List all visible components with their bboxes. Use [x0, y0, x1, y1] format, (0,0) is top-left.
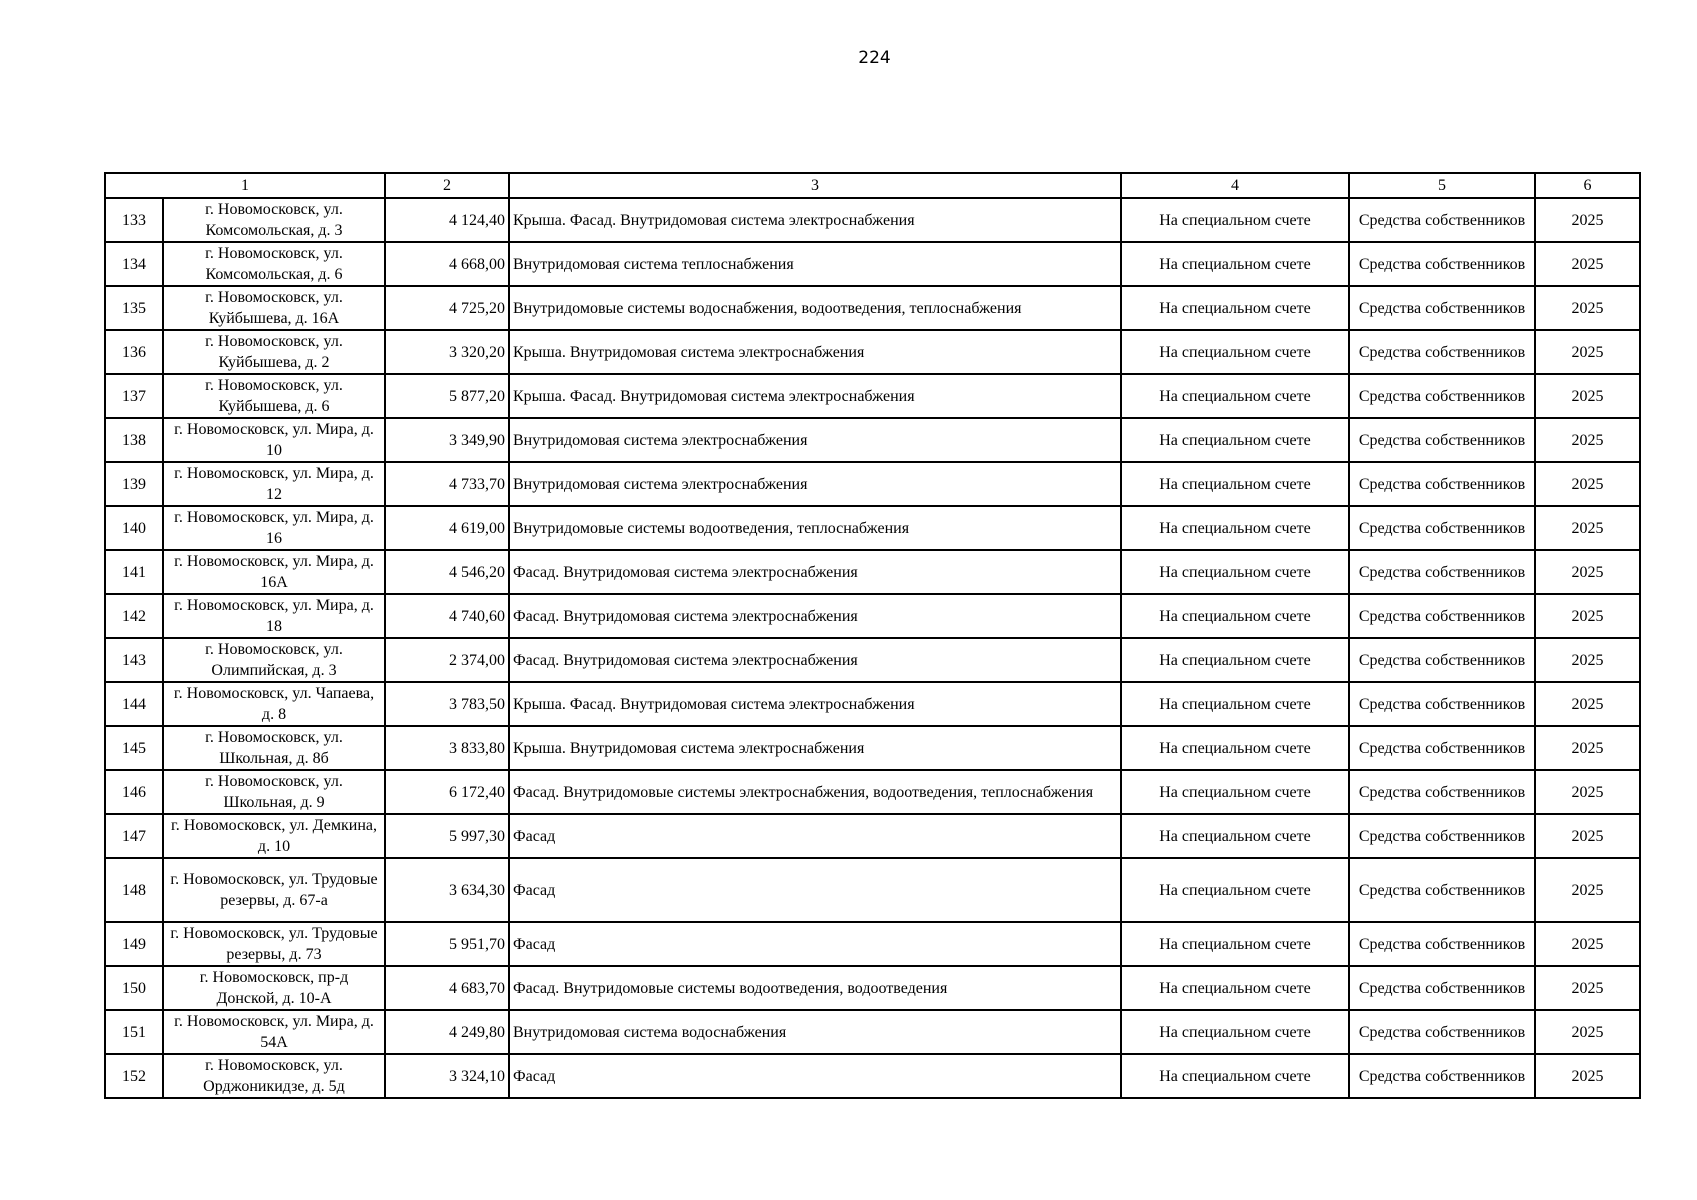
works-cell: Фасад. Внутридомовая система электроснабжения	[509, 550, 1121, 594]
funding-method-cell: На специальном счете	[1121, 726, 1349, 770]
header-col-4: 4	[1121, 173, 1349, 198]
table-row	[105, 1054, 1640, 1098]
funding-method-cell: На специальном счете	[1121, 550, 1349, 594]
works-cell: Внутридомовые системы водоснабжения, водоотведения, теплоснабжения	[509, 286, 1121, 330]
year-cell: 2025	[1535, 682, 1640, 726]
address-cell: г. Новомосковск, ул. Мира, д. 16А	[163, 550, 385, 594]
table-row	[105, 770, 1640, 814]
cost-cell: 3 634,30	[385, 858, 509, 922]
table-row	[105, 726, 1640, 770]
year-cell: 2025	[1535, 638, 1640, 682]
year-cell: 2025	[1535, 286, 1640, 330]
year-cell: 2025	[1535, 374, 1640, 418]
year-cell: 2025	[1535, 966, 1640, 1010]
address-cell: г. Новомосковск, ул. Комсомольская, д. 6	[163, 242, 385, 286]
table-row	[105, 814, 1640, 858]
year-cell: 2025	[1535, 770, 1640, 814]
works-cell: Крыша. Фасад. Внутридомовая система электроснабжения	[509, 374, 1121, 418]
cost-cell: 3 783,50	[385, 682, 509, 726]
cost-cell: 4 683,70	[385, 966, 509, 1010]
header-col-2: 2	[385, 173, 509, 198]
year-cell: 2025	[1535, 814, 1640, 858]
funding-method-cell: На специальном счете	[1121, 966, 1349, 1010]
table-row	[105, 198, 1640, 242]
year-cell: 2025	[1535, 330, 1640, 374]
funding-method-cell: На специальном счете	[1121, 286, 1349, 330]
row-number-cell: 151	[105, 1010, 163, 1054]
funding-source-cell: Средства собственников	[1349, 286, 1535, 330]
row-number-cell: 152	[105, 1054, 163, 1098]
column-number-header-row	[105, 173, 1640, 198]
address-cell: г. Новомосковск, ул. Мира, д. 10	[163, 418, 385, 462]
funding-source-cell: Средства собственников	[1349, 1010, 1535, 1054]
row-number-cell: 150	[105, 966, 163, 1010]
works-cell: Фасад	[509, 814, 1121, 858]
table-row	[105, 550, 1640, 594]
funding-method-cell: На специальном счете	[1121, 374, 1349, 418]
address-cell: г. Новомосковск, ул. Демкина, д. 10	[163, 814, 385, 858]
year-cell: 2025	[1535, 462, 1640, 506]
funding-method-cell: На специальном счете	[1121, 682, 1349, 726]
table-row	[105, 594, 1640, 638]
funding-method-cell: На специальном счете	[1121, 462, 1349, 506]
funding-source-cell: Средства собственников	[1349, 858, 1535, 922]
funding-source-cell: Средства собственников	[1349, 638, 1535, 682]
address-cell: г. Новомосковск, ул. Орджоникидзе, д. 5д	[163, 1054, 385, 1098]
cost-cell: 3 833,80	[385, 726, 509, 770]
funding-method-cell: На специальном счете	[1121, 922, 1349, 966]
row-number-cell: 135	[105, 286, 163, 330]
year-cell: 2025	[1535, 594, 1640, 638]
address-cell: г. Новомосковск, пр-д Донской, д. 10-А	[163, 966, 385, 1010]
address-cell: г. Новомосковск, ул. Трудовые резервы, д. 73	[163, 922, 385, 966]
table-row	[105, 922, 1640, 966]
cost-cell: 4 124,40	[385, 198, 509, 242]
page-number: 224	[858, 48, 891, 68]
row-number-cell: 147	[105, 814, 163, 858]
works-cell: Фасад. Внутридомовая система электроснабжения	[509, 594, 1121, 638]
address-cell: г. Новомосковск, ул. Куйбышева, д. 2	[163, 330, 385, 374]
funding-source-cell: Средства собственников	[1349, 418, 1535, 462]
table-row	[105, 966, 1640, 1010]
funding-source-cell: Средства собственников	[1349, 814, 1535, 858]
row-number-cell: 141	[105, 550, 163, 594]
address-cell: г. Новомосковск, ул. Мира, д. 18	[163, 594, 385, 638]
works-cell: Внутридомовая система водоснабжения	[509, 1010, 1121, 1054]
cost-cell: 5 997,30	[385, 814, 509, 858]
year-cell: 2025	[1535, 418, 1640, 462]
works-cell: Внутридомовая система электроснабжения	[509, 462, 1121, 506]
table-row	[105, 374, 1640, 418]
funding-source-cell: Средства собственников	[1349, 1054, 1535, 1098]
works-cell: Фасад. Внутридомовая система электроснабжения	[509, 638, 1121, 682]
cost-cell: 5 951,70	[385, 922, 509, 966]
row-number-cell: 143	[105, 638, 163, 682]
funding-method-cell: На специальном счете	[1121, 418, 1349, 462]
cost-cell: 3 320,20	[385, 330, 509, 374]
row-number-cell: 136	[105, 330, 163, 374]
funding-source-cell: Средства собственников	[1349, 506, 1535, 550]
table-row	[105, 638, 1640, 682]
row-number-cell: 146	[105, 770, 163, 814]
funding-source-cell: Средства собственников	[1349, 330, 1535, 374]
funding-source-cell: Средства собственников	[1349, 242, 1535, 286]
cost-cell: 4 249,80	[385, 1010, 509, 1054]
address-cell: г. Новомосковск, ул. Школьная, д. 8б	[163, 726, 385, 770]
row-number-cell: 140	[105, 506, 163, 550]
address-cell: г. Новомосковск, ул. Чапаева, д. 8	[163, 682, 385, 726]
row-number-cell: 139	[105, 462, 163, 506]
works-cell: Крыша. Внутридомовая система электроснабжения	[509, 726, 1121, 770]
address-cell: г. Новомосковск, ул. Трудовые резервы, д. 67-а	[163, 858, 385, 922]
table-row	[105, 286, 1640, 330]
cost-cell: 4 619,00	[385, 506, 509, 550]
address-cell: г. Новомосковск, ул. Куйбышева, д. 6	[163, 374, 385, 418]
row-number-cell: 133	[105, 198, 163, 242]
cost-cell: 4 725,20	[385, 286, 509, 330]
table-row	[105, 330, 1640, 374]
funding-source-cell: Средства собственников	[1349, 770, 1535, 814]
header-col-1: 1	[105, 173, 385, 198]
funding-source-cell: Средства собственников	[1349, 374, 1535, 418]
year-cell: 2025	[1535, 922, 1640, 966]
funding-method-cell: На специальном счете	[1121, 198, 1349, 242]
works-cell: Крыша. Фасад. Внутридомовая система электроснабжения	[509, 682, 1121, 726]
address-cell: г. Новомосковск, ул. Куйбышева, д. 16А	[163, 286, 385, 330]
cost-cell: 3 324,10	[385, 1054, 509, 1098]
header-col-3: 3	[509, 173, 1121, 198]
works-cell: Фасад	[509, 858, 1121, 922]
funding-source-cell: Средства собственников	[1349, 550, 1535, 594]
works-cell: Внутридомовая система электроснабжения	[509, 418, 1121, 462]
year-cell: 2025	[1535, 726, 1640, 770]
works-cell: Фасад	[509, 1054, 1121, 1098]
cost-cell: 3 349,90	[385, 418, 509, 462]
table-row	[105, 462, 1640, 506]
year-cell: 2025	[1535, 1010, 1640, 1054]
address-cell: г. Новомосковск, ул. Комсомольская, д. 3	[163, 198, 385, 242]
table-row	[105, 418, 1640, 462]
works-cell: Крыша. Внутридомовая система электроснабжения	[509, 330, 1121, 374]
funding-source-cell: Средства собственников	[1349, 922, 1535, 966]
row-number-cell: 134	[105, 242, 163, 286]
table-row	[105, 242, 1640, 286]
works-cell: Крыша. Фасад. Внутридомовая система электроснабжения	[509, 198, 1121, 242]
works-cell: Фасад	[509, 922, 1121, 966]
table-row	[105, 858, 1640, 922]
funding-source-cell: Средства собственников	[1349, 966, 1535, 1010]
year-cell: 2025	[1535, 242, 1640, 286]
repair-program-table	[104, 172, 1641, 1099]
address-cell: г. Новомосковск, ул. Школьная, д. 9	[163, 770, 385, 814]
row-number-cell: 145	[105, 726, 163, 770]
funding-source-cell: Средства собственников	[1349, 726, 1535, 770]
year-cell: 2025	[1535, 858, 1640, 922]
row-number-cell: 137	[105, 374, 163, 418]
funding-method-cell: На специальном счете	[1121, 814, 1349, 858]
header-col-6: 6	[1535, 173, 1640, 198]
works-cell: Фасад. Внутридомовые системы электроснабжения, водоотведения, теплоснабжения	[509, 770, 1121, 814]
row-number-cell: 138	[105, 418, 163, 462]
year-cell: 2025	[1535, 1054, 1640, 1098]
funding-source-cell: Средства собственников	[1349, 462, 1535, 506]
cost-cell: 4 733,70	[385, 462, 509, 506]
table-row	[105, 682, 1640, 726]
header-col-5: 5	[1349, 173, 1535, 198]
address-cell: г. Новомосковск, ул. Мира, д. 12	[163, 462, 385, 506]
year-cell: 2025	[1535, 506, 1640, 550]
works-cell: Внутридомовые системы водоотведения, теплоснабжения	[509, 506, 1121, 550]
funding-method-cell: На специальном счете	[1121, 242, 1349, 286]
table-row	[105, 506, 1640, 550]
funding-source-cell: Средства собственников	[1349, 198, 1535, 242]
cost-cell: 4 668,00	[385, 242, 509, 286]
works-cell: Фасад. Внутридомовые системы водоотведения, водоотведения	[509, 966, 1121, 1010]
row-number-cell: 149	[105, 922, 163, 966]
address-cell: г. Новомосковск, ул. Мира, д. 54А	[163, 1010, 385, 1054]
cost-cell: 6 172,40	[385, 770, 509, 814]
row-number-cell: 148	[105, 858, 163, 922]
address-cell: г. Новомосковск, ул. Олимпийская, д. 3	[163, 638, 385, 682]
cost-cell: 5 877,20	[385, 374, 509, 418]
funding-method-cell: На специальном счете	[1121, 330, 1349, 374]
funding-method-cell: На специальном счете	[1121, 594, 1349, 638]
funding-source-cell: Средства собственников	[1349, 682, 1535, 726]
funding-source-cell: Средства собственников	[1349, 594, 1535, 638]
row-number-cell: 144	[105, 682, 163, 726]
year-cell: 2025	[1535, 198, 1640, 242]
funding-method-cell: На специальном счете	[1121, 858, 1349, 922]
address-cell: г. Новомосковск, ул. Мира, д. 16	[163, 506, 385, 550]
funding-method-cell: На специальном счете	[1121, 506, 1349, 550]
cost-cell: 4 546,20	[385, 550, 509, 594]
works-cell: Внутридомовая система теплоснабжения	[509, 242, 1121, 286]
cost-cell: 4 740,60	[385, 594, 509, 638]
cost-cell: 2 374,00	[385, 638, 509, 682]
funding-method-cell: На специальном счете	[1121, 1054, 1349, 1098]
funding-method-cell: На специальном счете	[1121, 770, 1349, 814]
funding-method-cell: На специальном счете	[1121, 1010, 1349, 1054]
year-cell: 2025	[1535, 550, 1640, 594]
row-number-cell: 142	[105, 594, 163, 638]
funding-method-cell: На специальном счете	[1121, 638, 1349, 682]
table-row	[105, 1010, 1640, 1054]
